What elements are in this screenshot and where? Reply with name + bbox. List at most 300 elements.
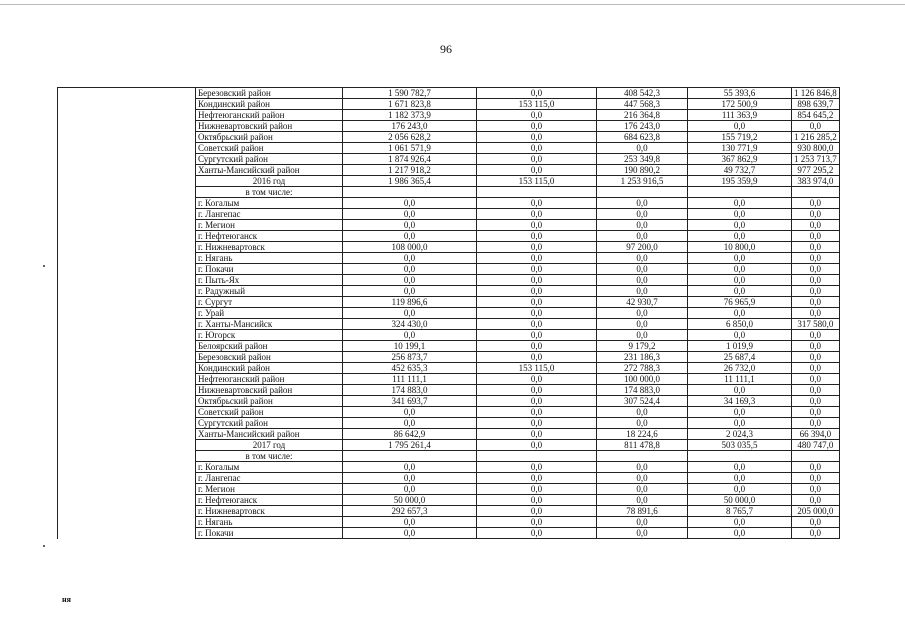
value-cell-col1: 1 795 261,4 — [343, 440, 477, 451]
value-cell-col3: 253 349,8 — [597, 154, 688, 165]
value-cell-col5: 0,0 — [792, 517, 840, 528]
value-cell-col2: 0,0 — [477, 154, 597, 165]
municipality-name-cell: в том числе: — [196, 187, 343, 198]
table-row — [58, 528, 840, 539]
value-cell-col3: 0,0 — [597, 308, 688, 319]
municipality-name-cell: Советский район — [196, 407, 343, 418]
value-cell-col4: 11 111,1 — [688, 374, 792, 385]
table-row — [58, 451, 840, 462]
municipality-name-cell: г. Пыть-Ях — [196, 275, 343, 286]
row-group-cell — [58, 275, 196, 286]
value-cell-col3: 0,0 — [597, 528, 688, 539]
value-cell-col1: 1 874 926,4 — [343, 154, 477, 165]
value-cell-col2: 0,0 — [477, 484, 597, 495]
value-cell-col1: 0,0 — [343, 286, 477, 297]
value-cell-col3: 0,0 — [597, 517, 688, 528]
value-cell-col4 — [688, 187, 792, 198]
row-group-cell — [58, 396, 196, 407]
table-row — [58, 484, 840, 495]
value-cell-col2 — [477, 187, 597, 198]
row-group-cell — [58, 363, 196, 374]
value-cell-col5: 0,0 — [792, 418, 840, 429]
value-cell-col2: 0,0 — [477, 374, 597, 385]
table-row — [58, 264, 840, 275]
value-cell-col3: 0,0 — [597, 462, 688, 473]
value-cell-col1: 1 986 365,4 — [343, 176, 477, 187]
table-row — [58, 330, 840, 341]
value-cell-col1: 256 873,7 — [343, 352, 477, 363]
value-cell-col2: 0,0 — [477, 528, 597, 539]
table-row — [58, 407, 840, 418]
value-cell-col5 — [792, 187, 840, 198]
value-cell-col3: 42 930,7 — [597, 297, 688, 308]
value-cell-col1 — [343, 451, 477, 462]
value-cell-col5: 0,0 — [792, 396, 840, 407]
value-cell-col2 — [477, 451, 597, 462]
value-cell-col4: 172 500,9 — [688, 99, 792, 110]
value-cell-col3: 0,0 — [597, 231, 688, 242]
value-cell-col5: 205 000,0 — [792, 506, 840, 517]
value-cell-col4: 367 862,9 — [688, 154, 792, 165]
value-cell-col2: 0,0 — [477, 242, 597, 253]
value-cell-col2: 153 115,0 — [477, 176, 597, 187]
value-cell-col4: 1 019,9 — [688, 341, 792, 352]
value-cell-col4: 8 765,7 — [688, 506, 792, 517]
municipality-name-cell: г. Покачи — [196, 528, 343, 539]
value-cell-col3: 272 788,3 — [597, 363, 688, 374]
margin-dot — [43, 545, 45, 547]
municipality-name-cell: Нижневартовский район — [196, 385, 343, 396]
row-group-cell — [58, 132, 196, 143]
value-cell-col4: 0,0 — [688, 220, 792, 231]
row-group-cell — [58, 528, 196, 539]
value-cell-col5: 0,0 — [792, 473, 840, 484]
municipality-name-cell: Нижневартовский район — [196, 121, 343, 132]
value-cell-col4: 25 687,4 — [688, 352, 792, 363]
row-group-cell — [58, 143, 196, 154]
value-cell-col2: 0,0 — [477, 253, 597, 264]
value-cell-col5: 0,0 — [792, 286, 840, 297]
row-group-cell — [58, 99, 196, 110]
margin-dot — [43, 265, 45, 267]
value-cell-col1: 50 000,0 — [343, 495, 477, 506]
value-cell-col1: 0,0 — [343, 462, 477, 473]
municipality-name-cell: Белоярский район — [196, 341, 343, 352]
value-cell-col2: 0,0 — [477, 88, 597, 99]
value-cell-col4: 0,0 — [688, 407, 792, 418]
value-cell-col5: 0,0 — [792, 121, 840, 132]
value-cell-col5: 0,0 — [792, 220, 840, 231]
value-cell-col5: 0,0 — [792, 528, 840, 539]
value-cell-col5: 0,0 — [792, 484, 840, 495]
row-group-cell — [58, 385, 196, 396]
value-cell-col3: 0,0 — [597, 495, 688, 506]
value-cell-col1: 0,0 — [343, 198, 477, 209]
municipality-name-cell: Нефтеюганский район — [196, 374, 343, 385]
municipality-name-cell: г. Радужный — [196, 286, 343, 297]
row-group-cell — [58, 407, 196, 418]
page-top-edge — [0, 4, 905, 5]
value-cell-col2: 0,0 — [477, 308, 597, 319]
value-cell-col4: 0,0 — [688, 308, 792, 319]
municipality-name-cell: Ханты-Мансийский район — [196, 429, 343, 440]
value-cell-col1: 119 896,6 — [343, 297, 477, 308]
value-cell-col1: 0,0 — [343, 231, 477, 242]
value-cell-col4: 130 771,9 — [688, 143, 792, 154]
table-row — [58, 165, 840, 176]
value-cell-col5: 1 216 285,2 — [792, 132, 840, 143]
municipality-name-cell: г. Покачи — [196, 264, 343, 275]
value-cell-col5: 317 580,0 — [792, 319, 840, 330]
municipality-name-cell: г. Урай — [196, 308, 343, 319]
municipality-name-cell: г. Когалым — [196, 198, 343, 209]
row-group-cell — [58, 495, 196, 506]
value-cell-col3: 190 890,2 — [597, 165, 688, 176]
row-group-cell — [58, 110, 196, 121]
value-cell-col2: 0,0 — [477, 495, 597, 506]
value-cell-col2: 0,0 — [477, 297, 597, 308]
value-cell-col2: 0,0 — [477, 143, 597, 154]
value-cell-col4: 49 732,7 — [688, 165, 792, 176]
table-row — [58, 242, 840, 253]
value-cell-col2: 0,0 — [477, 517, 597, 528]
table-row — [58, 88, 840, 99]
table-row — [58, 187, 840, 198]
value-cell-col3: 408 542,3 — [597, 88, 688, 99]
value-cell-col1: 1 671 823,8 — [343, 99, 477, 110]
value-cell-col4: 0,0 — [688, 198, 792, 209]
value-cell-col4: 111 363,9 — [688, 110, 792, 121]
value-cell-col4: 55 393,6 — [688, 88, 792, 99]
value-cell-col3: 0,0 — [597, 319, 688, 330]
row-group-cell — [58, 341, 196, 352]
municipality-name-cell: Сургутский район — [196, 154, 343, 165]
table-row — [58, 110, 840, 121]
value-cell-col2: 0,0 — [477, 231, 597, 242]
municipality-name-cell: 2016 год — [196, 176, 343, 187]
table-row — [58, 363, 840, 374]
table-row — [58, 506, 840, 517]
value-cell-col5: 0,0 — [792, 341, 840, 352]
municipality-name-cell: Березовский район — [196, 88, 343, 99]
value-cell-col4: 195 359,9 — [688, 176, 792, 187]
value-cell-col4: 0,0 — [688, 253, 792, 264]
row-group-cell — [58, 198, 196, 209]
value-cell-col3: 307 524,4 — [597, 396, 688, 407]
value-cell-col5: 930 800,0 — [792, 143, 840, 154]
value-cell-col3: 447 568,3 — [597, 99, 688, 110]
table-row — [58, 429, 840, 440]
value-cell-col1: 324 430,0 — [343, 319, 477, 330]
value-cell-col2: 0,0 — [477, 407, 597, 418]
value-cell-col5: 0,0 — [792, 308, 840, 319]
budget-table — [57, 87, 840, 539]
value-cell-col3: 0,0 — [597, 264, 688, 275]
value-cell-col2: 0,0 — [477, 209, 597, 220]
value-cell-col4: 0,0 — [688, 209, 792, 220]
municipality-name-cell: в том числе: — [196, 451, 343, 462]
value-cell-col5: 0,0 — [792, 374, 840, 385]
value-cell-col4: 503 035,5 — [688, 440, 792, 451]
value-cell-col1: 86 642,9 — [343, 429, 477, 440]
value-cell-col3: 97 200,0 — [597, 242, 688, 253]
table-row — [58, 396, 840, 407]
value-cell-col4: 0,0 — [688, 264, 792, 275]
value-cell-col3: 176 243,0 — [597, 121, 688, 132]
value-cell-col4 — [688, 451, 792, 462]
value-cell-col5: 0,0 — [792, 385, 840, 396]
value-cell-col4: 0,0 — [688, 275, 792, 286]
value-cell-col4: 0,0 — [688, 418, 792, 429]
value-cell-col2: 0,0 — [477, 506, 597, 517]
value-cell-col3: 0,0 — [597, 286, 688, 297]
value-cell-col5: 0,0 — [792, 330, 840, 341]
value-cell-col4: 0,0 — [688, 286, 792, 297]
value-cell-col2: 0,0 — [477, 121, 597, 132]
value-cell-col3: 0,0 — [597, 220, 688, 231]
row-group-cell — [58, 253, 196, 264]
value-cell-col1: 0,0 — [343, 473, 477, 484]
value-cell-col1: 0,0 — [343, 517, 477, 528]
value-cell-col2: 0,0 — [477, 110, 597, 121]
value-cell-col3: 231 186,3 — [597, 352, 688, 363]
row-group-cell — [58, 231, 196, 242]
value-cell-col2: 153 115,0 — [477, 363, 597, 374]
row-group-cell — [58, 220, 196, 231]
table-row — [58, 209, 840, 220]
row-group-cell — [58, 517, 196, 528]
table-row — [58, 473, 840, 484]
table-row — [58, 231, 840, 242]
value-cell-col3: 1 253 916,5 — [597, 176, 688, 187]
municipality-name-cell: Нефтеюганский район — [196, 110, 343, 121]
value-cell-col2: 0,0 — [477, 418, 597, 429]
municipality-name-cell: 2017 год — [196, 440, 343, 451]
value-cell-col2: 0,0 — [477, 319, 597, 330]
value-cell-col4: 2 024,3 — [688, 429, 792, 440]
table-row — [58, 308, 840, 319]
municipality-name-cell: г. Нефтеюганск — [196, 231, 343, 242]
value-cell-col1: 1 182 373,9 — [343, 110, 477, 121]
row-group-cell — [58, 374, 196, 385]
value-cell-col2: 0,0 — [477, 198, 597, 209]
value-cell-col3: 0,0 — [597, 253, 688, 264]
value-cell-col4: 50 000,0 — [688, 495, 792, 506]
table-row — [58, 297, 840, 308]
footer-mark: ня — [62, 595, 71, 604]
row-group-cell — [58, 484, 196, 495]
row-group-cell — [58, 319, 196, 330]
value-cell-col3: 0,0 — [597, 418, 688, 429]
value-cell-col3: 174 883,0 — [597, 385, 688, 396]
value-cell-col5: 0,0 — [792, 209, 840, 220]
value-cell-col1: 0,0 — [343, 308, 477, 319]
row-group-cell — [58, 418, 196, 429]
row-group-cell — [58, 473, 196, 484]
table-row — [58, 121, 840, 132]
table-row — [58, 198, 840, 209]
value-cell-col1: 0,0 — [343, 330, 477, 341]
row-group-cell — [58, 330, 196, 341]
value-cell-col4: 6 850,0 — [688, 319, 792, 330]
value-cell-col3: 0,0 — [597, 484, 688, 495]
table-body — [58, 88, 840, 539]
table-row — [58, 253, 840, 264]
value-cell-col1: 1 217 918,2 — [343, 165, 477, 176]
value-cell-col2: 0,0 — [477, 330, 597, 341]
municipality-name-cell: Ханты-Мансийский район — [196, 165, 343, 176]
table-row — [58, 132, 840, 143]
municipality-name-cell: г. Ханты-Мансийск — [196, 319, 343, 330]
value-cell-col5: 480 747,0 — [792, 440, 840, 451]
municipality-name-cell: г. Югорск — [196, 330, 343, 341]
value-cell-col2: 0,0 — [477, 220, 597, 231]
value-cell-col5: 0,0 — [792, 242, 840, 253]
page-number: 96 — [440, 42, 452, 56]
value-cell-col4: 155 719,2 — [688, 132, 792, 143]
row-group-cell — [58, 506, 196, 517]
value-cell-col3: 78 891,6 — [597, 506, 688, 517]
row-group-cell — [58, 121, 196, 132]
value-cell-col1: 111 111,1 — [343, 374, 477, 385]
table-row — [58, 374, 840, 385]
value-cell-col3: 0,0 — [597, 198, 688, 209]
value-cell-col2: 0,0 — [477, 264, 597, 275]
value-cell-col2: 0,0 — [477, 341, 597, 352]
row-group-cell — [58, 88, 196, 99]
row-group-cell — [58, 286, 196, 297]
value-cell-col1: 0,0 — [343, 220, 477, 231]
row-group-cell — [58, 176, 196, 187]
value-cell-col3: 216 364,8 — [597, 110, 688, 121]
row-group-cell — [58, 264, 196, 275]
value-cell-col5: 0,0 — [792, 462, 840, 473]
value-cell-col4: 76 965,9 — [688, 297, 792, 308]
value-cell-col4: 0,0 — [688, 462, 792, 473]
value-cell-col5: 977 295,2 — [792, 165, 840, 176]
value-cell-col5: 1 253 713,7 — [792, 154, 840, 165]
value-cell-col2: 0,0 — [477, 275, 597, 286]
table-row — [58, 220, 840, 231]
row-group-cell — [58, 154, 196, 165]
table-row — [58, 440, 840, 451]
value-cell-col1: 0,0 — [343, 209, 477, 220]
value-cell-col5: 0,0 — [792, 363, 840, 374]
municipality-name-cell: г. Сургут — [196, 297, 343, 308]
value-cell-col4: 0,0 — [688, 484, 792, 495]
value-cell-col5: 0,0 — [792, 275, 840, 286]
row-group-cell — [58, 165, 196, 176]
value-cell-col2: 0,0 — [477, 440, 597, 451]
table-row — [58, 286, 840, 297]
municipality-name-cell: Березовский район — [196, 352, 343, 363]
value-cell-col2: 0,0 — [477, 352, 597, 363]
municipality-name-cell: г. Нижневартовск — [196, 506, 343, 517]
value-cell-col5: 383 974,0 — [792, 176, 840, 187]
municipality-name-cell: г. Мегион — [196, 220, 343, 231]
value-cell-col3: 0,0 — [597, 275, 688, 286]
row-group-cell — [58, 187, 196, 198]
value-cell-col3: 0,0 — [597, 209, 688, 220]
value-cell-col1: 0,0 — [343, 407, 477, 418]
table-row — [58, 275, 840, 286]
table-row — [58, 517, 840, 528]
value-cell-col1: 341 693,7 — [343, 396, 477, 407]
value-cell-col4: 10 800,0 — [688, 242, 792, 253]
table-row — [58, 154, 840, 165]
value-cell-col5: 1 126 846,8 — [792, 88, 840, 99]
value-cell-col3: 811 478,8 — [597, 440, 688, 451]
municipality-name-cell: г. Лангепас — [196, 473, 343, 484]
municipality-name-cell: г. Нижневартовск — [196, 242, 343, 253]
row-group-cell — [58, 462, 196, 473]
value-cell-col4: 0,0 — [688, 121, 792, 132]
value-cell-col1: 108 000,0 — [343, 242, 477, 253]
value-cell-col4: 0,0 — [688, 473, 792, 484]
municipality-name-cell: г. Нягань — [196, 517, 343, 528]
value-cell-col3: 0,0 — [597, 407, 688, 418]
value-cell-col3: 0,0 — [597, 473, 688, 484]
value-cell-col4: 26 732,0 — [688, 363, 792, 374]
value-cell-col1: 10 199,1 — [343, 341, 477, 352]
value-cell-col5: 0,0 — [792, 352, 840, 363]
value-cell-col1: 2 056 628,2 — [343, 132, 477, 143]
table-row — [58, 495, 840, 506]
value-cell-col3: 0,0 — [597, 330, 688, 341]
municipality-name-cell: Кондинский район — [196, 363, 343, 374]
table-row — [58, 418, 840, 429]
municipality-name-cell: г. Нягань — [196, 253, 343, 264]
value-cell-col5 — [792, 451, 840, 462]
row-group-cell — [58, 440, 196, 451]
value-cell-col1: 0,0 — [343, 275, 477, 286]
table-row — [58, 385, 840, 396]
value-cell-col3 — [597, 451, 688, 462]
municipality-name-cell: г. Нефтеюганск — [196, 495, 343, 506]
value-cell-col1: 176 243,0 — [343, 121, 477, 132]
value-cell-col1: 0,0 — [343, 253, 477, 264]
value-cell-col3: 684 623,8 — [597, 132, 688, 143]
municipality-name-cell: Октябрьский район — [196, 132, 343, 143]
value-cell-col1 — [343, 187, 477, 198]
value-cell-col2: 0,0 — [477, 462, 597, 473]
table-row — [58, 176, 840, 187]
value-cell-col4: 0,0 — [688, 231, 792, 242]
value-cell-col5: 0,0 — [792, 253, 840, 264]
table-row — [58, 462, 840, 473]
row-group-cell — [58, 352, 196, 363]
table-row — [58, 341, 840, 352]
value-cell-col4: 0,0 — [688, 330, 792, 341]
value-cell-col1: 452 635,3 — [343, 363, 477, 374]
value-cell-col5: 0,0 — [792, 231, 840, 242]
row-group-cell — [58, 451, 196, 462]
value-cell-col5: 0,0 — [792, 407, 840, 418]
row-group-cell — [58, 242, 196, 253]
municipality-name-cell: Советский район — [196, 143, 343, 154]
value-cell-col2: 0,0 — [477, 396, 597, 407]
value-cell-col4: 0,0 — [688, 385, 792, 396]
row-group-cell — [58, 209, 196, 220]
value-cell-col4: 34 169,3 — [688, 396, 792, 407]
value-cell-col3 — [597, 187, 688, 198]
value-cell-col5: 66 394,0 — [792, 429, 840, 440]
value-cell-col1: 0,0 — [343, 418, 477, 429]
municipality-name-cell: г. Мегион — [196, 484, 343, 495]
value-cell-col3: 18 224,6 — [597, 429, 688, 440]
value-cell-col5: 854 645,2 — [792, 110, 840, 121]
value-cell-col2: 0,0 — [477, 473, 597, 484]
